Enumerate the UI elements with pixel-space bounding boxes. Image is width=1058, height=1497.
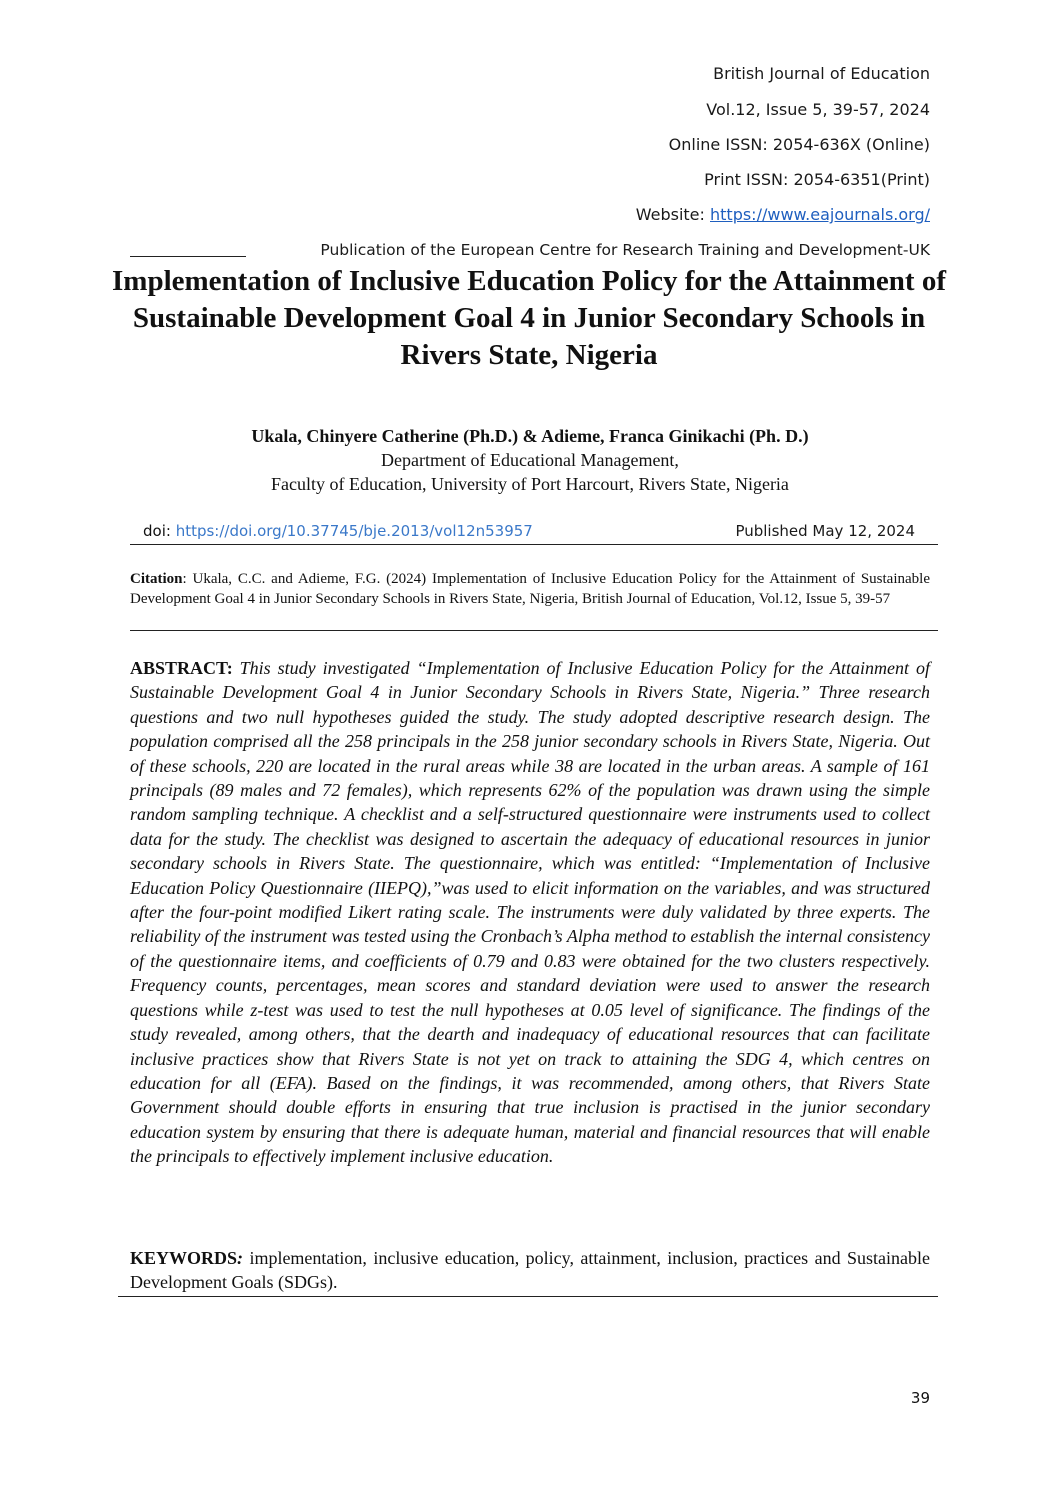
print-issn: Print ISSN: 2054-6351(Print): [704, 170, 930, 189]
online-issn: Online ISSN: 2054-636X (Online): [668, 135, 930, 154]
journal-name: British Journal of Education: [713, 64, 930, 83]
published-date: Published May 12, 2024: [735, 522, 915, 540]
doi-label: doi:: [143, 522, 176, 540]
website-link[interactable]: https://www.eajournals.org/: [710, 205, 930, 224]
citation-rule: [130, 630, 938, 631]
publication-line: Publication of the European Centre for Research Training and Development-UK: [320, 241, 930, 259]
page-number: 39: [910, 1389, 930, 1407]
doi-row: [143, 522, 915, 544]
keywords-label: KEYWORDS: [130, 1248, 238, 1268]
keywords-text: implementation, inclusive education, policy, attainment, inclusion, practices and Sustainable Development Goals (SDGs).: [130, 1248, 930, 1293]
abstract-text: This study investigated “Implementation of Inclusive Education Policy for the Attainment of Sustainable Development Goal 4 in Junior Secondary Schools in Rivers State, Nigeria.” Three research questions and two null hypotheses guided the study. The study adopted descriptive research design. The population comprised all the 258 principals in the 258 junior secondary schools in Rivers State, Nigeria. Out of these schools, 220 are located in the rural areas while 38 are located in the urban areas. A sample of 161 principals (89 males and 72 females), which represents 62% of the population was drawn using the simple random sampling technique. A checklist and a self-structured questionnaire were instruments used to collect data for the study. The checklist was designed to ascertain the adequacy of educational resources in junior secondary schools in Rivers State. The questionnaire, which was entitled: “Implementation of Inclusive Education Policy Questionnaire (IIEPQ),”was used to elicit information on the variables, and was structured after the four-point modified Likert rating scale. The instruments were duly validated by three experts. The reliability of the instrument was tested using the Cronbach’s Alpha method to establish the internal consistency of the questionnaire items, and coefficients of 0.79 and 0.83 were obtained for the two clusters respectively. Frequency counts, percentages, mean scores and standard deviation were used to answer the research questions while z-test was used to test the null hypotheses at 0.05 level of significance. The findings of the study revealed, among others, that the dearth and inadequacy of educational resources that can facilitate inclusive practices show that Rivers State is not yet on track to attaining the SDG 4, which centres on education for all (EFA). Based on the findings, it was recommended, among others, that Rivers State Government should double efforts in ensuring that true inclusion is practised in the junior secondary education system by ensuring that there is adequate human, material and financial resources that will enable the principals to effectively implement inclusive education.: [130, 658, 930, 1167]
abstract: [130, 656, 930, 1169]
website-line: [636, 205, 930, 224]
volume-info: Vol.12, Issue 5, 39-57, 2024: [706, 100, 930, 119]
keywords-rule: [118, 1296, 938, 1297]
citation: [130, 570, 930, 609]
keywords-colon: :: [237, 1248, 244, 1268]
keywords: [130, 1246, 930, 1295]
abstract-label: ABSTRACT:: [130, 658, 233, 678]
doi-rule: [130, 544, 938, 545]
citation-text: : Ukala, C.C. and Adieme, F.G. (2024) Implementation of Inclusive Education Policy for the Attainment of Sustainable Development Goal 4 in Junior Secondary Schools in Rivers State, Nigeria, British Journal of Education, Vol.12, Issue 5, 39-57: [130, 571, 930, 607]
affiliation-faculty: Faculty of Education, University of Port Harcourt, Rivers State, Nigeria: [271, 474, 789, 494]
affiliation-department: Department of Educational Management,: [381, 450, 679, 470]
website-label: Website:: [635, 205, 710, 224]
citation-label: Citation: [130, 571, 183, 587]
authors: Ukala, Chinyere Catherine (Ph.D.) & Adieme, Franca Ginikachi (Ph. D.): [251, 426, 809, 446]
doi-link[interactable]: https://doi.org/10.37745/bje.2013/vol12n53957: [175, 522, 533, 540]
paper-title: Implementation of Inclusive Education Policy for the Attainment of Sustainable Development Goal 4 in Junior Secondary Schools in Rivers State, Nigeria: [112, 265, 946, 371]
